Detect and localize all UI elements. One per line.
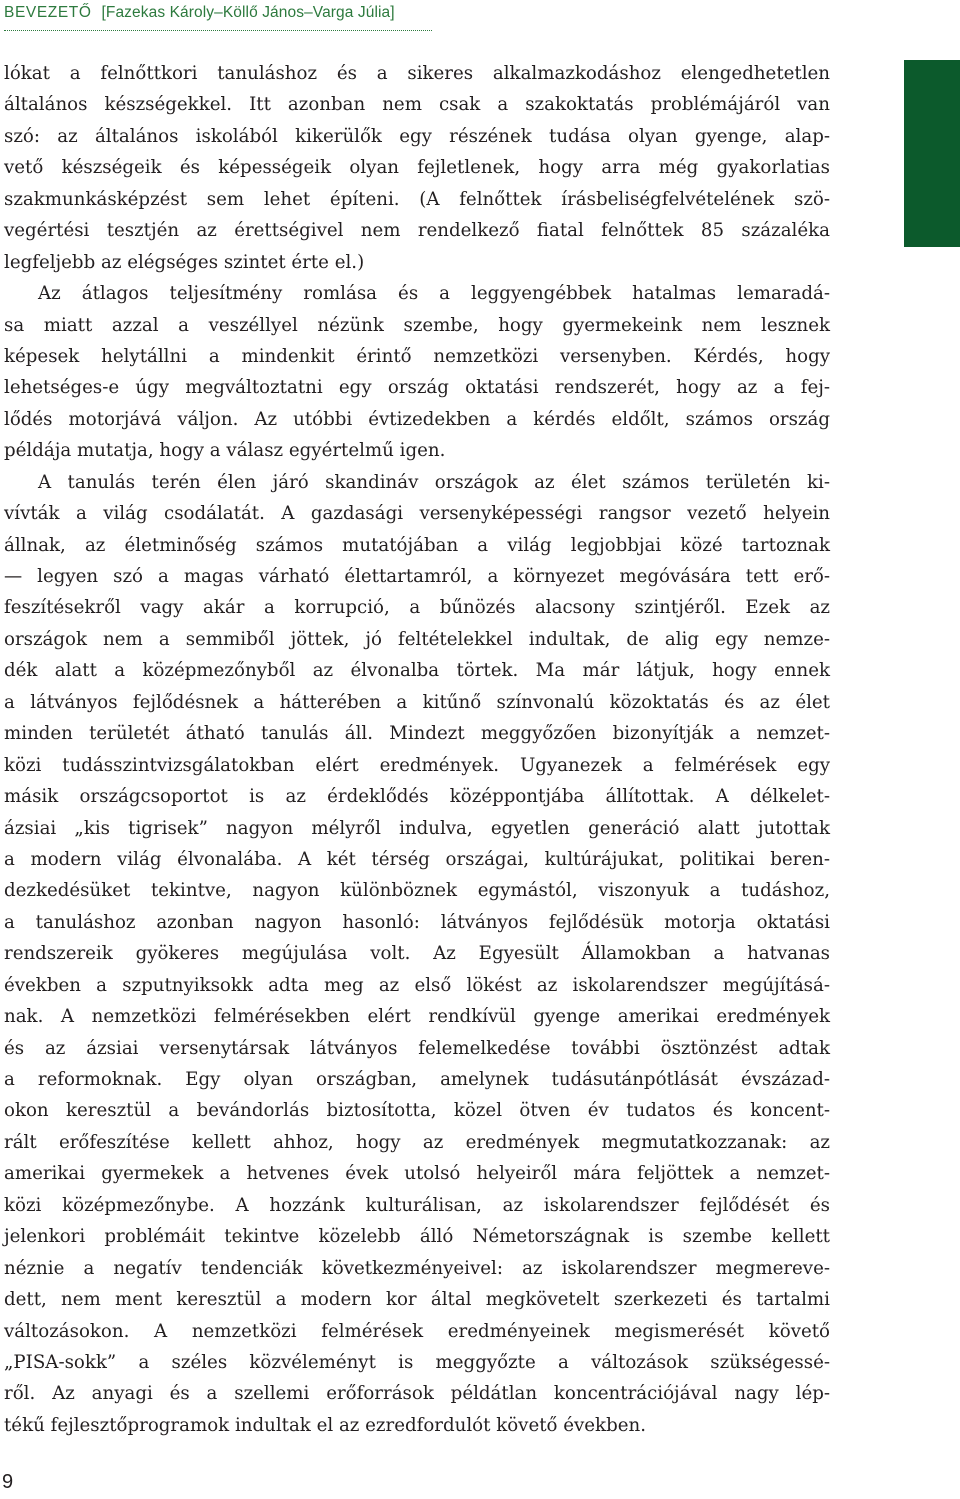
text-line: a modern világ élvonalába. A két térség országai, kultúrájukat, politikai beren-	[4, 848, 830, 870]
text-line: minden területét átható tanulás áll. Mindezt meggyőzően bizonyítják a nemzet-	[4, 723, 830, 745]
text-line: rált erőfeszítése kellett ahhoz, hogy az eredmények megmutatkozzanak: az	[4, 1131, 830, 1153]
text-line: években a szputnyiksokk adta meg az első lökést az iskolarendszer megújításá-	[4, 974, 830, 996]
text-line: a tanuláshoz azonban nagyon hasonló: látványos fejlődésük motorja oktatási	[4, 911, 830, 933]
text-line: legfeljebb az elégséges szintet érte el.)	[4, 251, 365, 273]
text-line: ről. Az anyagi és a szellemi erőforrások példátlan koncentrációjával nagy lép-	[4, 1383, 830, 1405]
text-line: jelenkori problémáit tekintve közelebb álló Németországnak is szembe kellett	[4, 1226, 830, 1248]
text-line: a reformoknak. Egy olyan országban, amelynek tudásutánpótlását évszázad-	[4, 1069, 830, 1090]
text-line: néznie a negatív tendenciák következményeivel: az iskolarendszer megmereve-	[4, 1257, 830, 1279]
text-line: nak. A nemzetközi felmérésekben elért rendkívül gyenge amerikai eredmények	[4, 1006, 830, 1028]
text-line: lókat a felnőttkori tanuláshoz és a sikeres alkalmazkodáshoz elengedhetetlen	[4, 63, 830, 84]
chapter-thumb-tab	[904, 60, 960, 247]
page-number: 9	[2, 1471, 14, 1493]
body-text	[4, 58, 830, 1441]
text-line: Az átlagos teljesítmény romlása és a leggyengébbek hatalmas lemaradá-	[38, 283, 830, 305]
text-line: közi tudásszintvizsgálatokban elért eredmények. Ugyanezek a felmérések egy	[4, 754, 830, 776]
text-line: rendszereik gyökeres megújulása volt. Az Egyesült Államokban a hatvanas	[4, 943, 830, 965]
text-line: vető készségeik és képességeik olyan fejletlenek, hogy arra még gyakorlatias	[4, 157, 830, 179]
text-line: lődés motorjává váljon. Az utóbbi évtizedekben a kérdés eldőlt, számos ország	[4, 408, 830, 430]
text-line: képesek helytállni a mindenkit érintő nemzetközi versenyben. Kérdés, hogy	[4, 345, 830, 367]
text-line: a látványos fejlődésnek a hátterében a kitűnő színvonalú közoktatás és az élet	[4, 691, 830, 713]
text-line: — legyen szó a magas várható élettartamról, a környezet megóvására tett erő-	[4, 566, 830, 587]
text-line: szó: az általános iskolából kikerülők egy részének tudása olyan gyenge, alap-	[4, 125, 830, 147]
text-line: „PISA-sokk” a széles közvéleményt is meggyőzte a változások szükségessé-	[4, 1351, 830, 1373]
text-line: lehetséges-e úgy megváltoztatni egy ország oktatási rendszerét, hogy az a fej-	[4, 377, 830, 399]
text-line: A tanulás terén élen járó skandináv országok az élet számos területén ki-	[38, 471, 830, 493]
text-line: közi középmezőnybe. A hozzánk kulturálisan, az iskolarendszer fejlődését és	[4, 1194, 830, 1216]
text-line: okon keresztül a bevándorlás biztosította, közel ötven év tudatos és koncent-	[4, 1100, 830, 1122]
text-line: ázsiai „kis tigrisek” nagyon mélyről indulva, egyetlen generáció alatt jutottak	[4, 817, 830, 839]
header-dotted-rule	[4, 30, 432, 31]
section-title: BEVEZETŐ	[4, 4, 92, 21]
text-line: változásokon. A nemzetközi felmérések eredményeinek megismerését követő	[4, 1320, 830, 1342]
chapter-authors: [Fazekas Károly–Köllő János–Varga Júlia]	[101, 4, 395, 21]
text-line: általános készségekkel. Itt azonban nem csak a szakoktatás problémájáról van	[4, 94, 830, 116]
text-line: szakmunkásképzést sem lehet építeni. (A felnőttek írásbeliségfelvételének szö-	[4, 188, 830, 210]
text-line: és az ázsiai versenytársak látványos felemelkedése további ösztönzést adtak	[4, 1037, 830, 1059]
text-line: vegértési tesztjén az érettségivel nem rendelkező fiatal felnőttek 85 százaléka	[4, 220, 830, 242]
text-line: dék alatt a középmezőnyből az élvonalba törtek. Ma már látjuk, hogy ennek	[4, 660, 830, 682]
text-line: feszítésekről vagy akár a korrupció, a bűnözés alacsony szintjéről. Ezek az	[4, 597, 830, 619]
text-line: országok nem a semmiből jöttek, jó feltételekkel indultak, de alig egy nemze-	[4, 628, 830, 650]
text-line: sa miatt azzal a veszéllyel nézünk szembe, hogy gyermekeink nem lesznek	[4, 314, 830, 336]
text-line: vívták a világ csodálatát. A gazdasági versenyképességi rangsor vezető helyein	[4, 503, 830, 525]
text-line: másik országcsoportot is az érdeklődés középpontjába állítottak. A délkelet-	[4, 786, 830, 808]
text-line: tékű fejlesztőprogramok indultak el az ezredfordulót követő években.	[4, 1414, 646, 1436]
text-line: dezkedésüket tekintve, nagyon különböznek egymástól, viszonyuk a tudáshoz,	[4, 880, 830, 902]
running-head	[4, 2, 395, 24]
text-line: példája mutatja, hogy a válasz egyértelmű igen.	[4, 440, 446, 462]
text-line: amerikai gyermekek a hetvenes évek utolsó helyeiről mára feljöttek a nemzet-	[4, 1163, 830, 1185]
text-line: állnak, az életminőség számos mutatójában a világ legjobbjai közé tartoznak	[4, 534, 830, 556]
text-line: dett, nem ment keresztül a modern kor által megkövetelt szerkezeti és tartalmi	[4, 1289, 830, 1311]
